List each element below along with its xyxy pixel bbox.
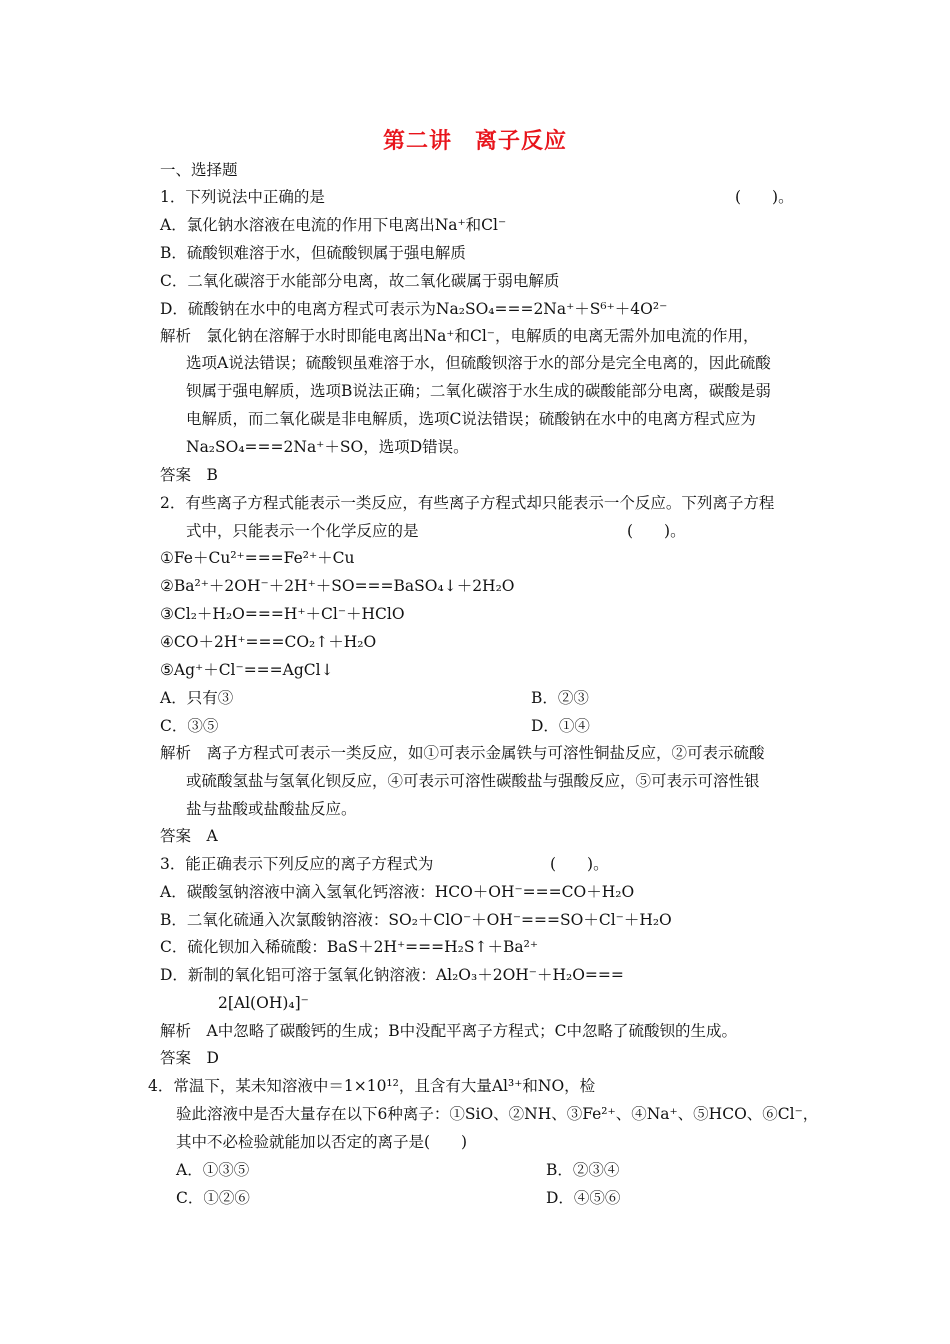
q3-option-a: A．碳酸氢钠溶液中滴入氢氧化钙溶液：HCO＋OH⁻===CO＋H₂O — [160, 883, 635, 901]
q1-explanation-line4: 电解质，而二氧化碳是非电解质，选项C说法错误；硫酸钠在水中的电离方程式应为 — [186, 410, 756, 428]
q1-option-d: D．硫酸钠在水中的电离方程式可表示为Na₂SO₄===2Na⁺＋S⁶⁺＋4O²⁻ — [160, 300, 668, 318]
q2-option-b: B．②③ — [531, 689, 589, 707]
q3-option-c: C．硫化钡加入稀硫酸：BaS＋2H⁺===H₂S↑＋Ba²⁺ — [160, 938, 538, 956]
q2-equation-4: ④CO＋2H⁺===CO₂↑＋H₂O — [160, 633, 377, 651]
q2-answer: 答案 A — [160, 827, 218, 845]
q4-option-b: B．②③④ — [546, 1161, 620, 1179]
q2-option-a: A．只有③ — [160, 689, 234, 707]
q2-stem-line1: 2．有些离子方程式能表示一类反应，有些离子方程式却只能表示一个反应。下列离子方程 — [160, 494, 775, 512]
q2-explanation-line2: 或硫酸氢盐与氢氧化钡反应，④可表示可溶性碳酸盐与强酸反应，⑤可表示可溶性银 — [186, 772, 760, 790]
q2-equation-5: ⑤Ag⁺＋Cl⁻===AgCl↓ — [160, 661, 334, 679]
q2-option-d: D．①④ — [531, 717, 590, 735]
q3-bracket: ( )。 — [550, 855, 609, 873]
section-heading: 一、选择题 — [160, 161, 238, 179]
q3-answer: 答案 D — [160, 1049, 219, 1067]
q3-explanation: 解析 A中忽略了碳酸钙的生成；B中没配平离子方程式；C中忽略了硫酸钡的生成。 — [160, 1022, 737, 1040]
q2-equation-2: ②Ba²⁺＋2OH⁻＋2H⁺＋SO===BaSO₄↓＋2H₂O — [160, 577, 515, 595]
q2-equation-3: ③Cl₂＋H₂O===H⁺＋Cl⁻＋HClO — [160, 605, 405, 623]
q1-stem: 1．下列说法中正确的是 — [160, 188, 325, 206]
q2-equation-1: ①Fe＋Cu²⁺===Fe²⁺＋Cu — [160, 549, 355, 567]
q2-explanation-line1: 解析 离子方程式可表示一类反应，如①可表示金属铁与可溶性铜盐反应，②可表示硫酸 — [160, 744, 765, 762]
q4-option-d: D．④⑤⑥ — [546, 1189, 621, 1207]
q1-answer: 答案 B — [160, 466, 218, 484]
q1-option-c: C．二氧化碳溶于水能部分电离，故二氧化碳属于弱电解质 — [160, 272, 560, 290]
q2-stem-line2: 式中，只能表示一个化学反应的是 — [186, 522, 419, 540]
q4-option-c: C．①②⑥ — [176, 1189, 250, 1207]
q4-stem-line3: 其中不必检验就能加以否定的离子是( ) — [176, 1133, 468, 1151]
q1-explanation-line1: 解析 氯化钠在溶解于水时即能电离出Na⁺和Cl⁻，电解质的电离无需外加电流的作用， — [160, 327, 759, 345]
q1-explanation-line3: 钡属于强电解质，选项B说法正确；二氧化碳溶于水生成的碳酸能部分电离，碳酸是弱 — [186, 382, 771, 400]
q1-option-b: B．硫酸钡难溶于水，但硫酸钡属于强电解质 — [160, 244, 466, 262]
q1-explanation-line5: Na₂SO₄===2Na⁺＋SO，选项D错误。 — [186, 438, 469, 456]
page-title: 第二讲 离子反应 — [382, 129, 567, 154]
q1-option-a: A．氯化钠水溶液在电流的作用下电离出Na⁺和Cl⁻ — [160, 216, 507, 234]
q3-option-d-line1: D．新制的氧化铝可溶于氢氧化钠溶液：Al₂O₃＋2OH⁻＋H₂O=== — [160, 966, 624, 984]
q4-stem-line2: 验此溶液中是否大量存在以下6种离子：①SiO、②NH、③Fe²⁺、④Na⁺、⑤HCO、⑥Cl⁻， — [176, 1105, 819, 1123]
q1-explanation-line2: 选项A说法错误；硫酸钡虽难溶于水，但硫酸钡溶于水的部分是完全电离的，因此硫酸 — [186, 354, 771, 372]
q1-bracket: ( )。 — [735, 188, 794, 206]
q2-option-c: C．③⑤ — [160, 717, 219, 735]
q3-stem: 3．能正确表示下列反应的离子方程式为 — [160, 855, 434, 873]
q2-bracket: ( )。 — [627, 522, 686, 540]
q2-explanation-line3: 盐与盐酸或盐酸盐反应。 — [186, 800, 357, 818]
q3-option-d-line2: 2[Al(OH)₄]⁻ — [218, 994, 309, 1012]
q4-stem-line1: 4．常温下，某未知溶液中＝1×10¹²，且含有大量Al³⁺和NO，检 — [148, 1077, 596, 1095]
q3-option-b: B．二氧化硫通入次氯酸钠溶液：SO₂＋ClO⁻＋OH⁻===SO＋Cl⁻＋H₂O — [160, 911, 672, 929]
q4-option-a: A．①③⑤ — [176, 1161, 250, 1179]
